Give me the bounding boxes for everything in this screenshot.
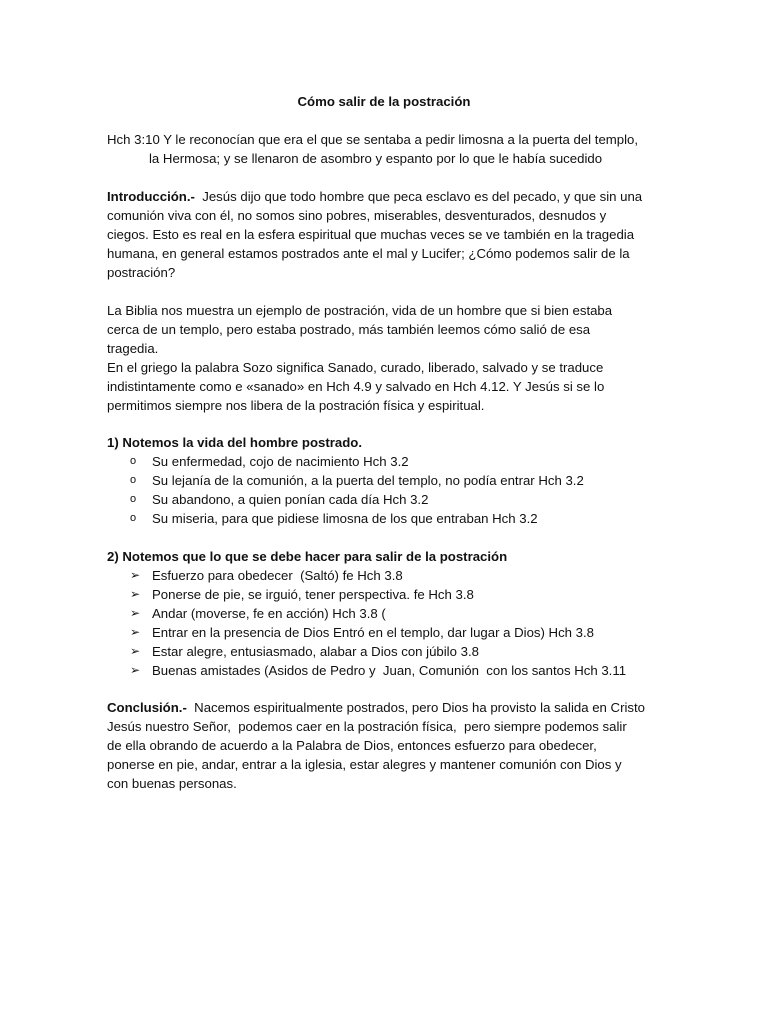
body-line-3: tragedia.	[107, 341, 159, 356]
conclusion-line-5: con buenas personas.	[107, 776, 237, 791]
section-1-heading-text: 1) Notemos la vida del hombre postrado.	[107, 435, 363, 450]
circle-bullet-icon: o	[130, 474, 137, 486]
conclusion-paragraph	[107, 698, 645, 793]
intro-line-5: postración?	[107, 265, 176, 280]
body-line-4: En el griego la palabra Sozo significa Sanado, curado, liberado, salvado y se traduce	[107, 360, 604, 375]
intro-text-1: Jesús dijo que todo hombre que peca esclavo es del pecado, y que sin una	[194, 189, 643, 204]
section-1-heading	[107, 433, 362, 452]
arrow-bullet-icon: ➢	[130, 625, 141, 639]
intro-line-4: humana, en general estamos postrados ante el mal y Lucifer; ¿Cómo podemos salir de la	[107, 246, 630, 261]
arrow-bullet-icon: ➢	[130, 568, 141, 582]
intro-line-3: ciegos. Esto es real en la esfera espiritual que muchas veces se ve también en la tragedia	[107, 227, 635, 242]
body-paragraph	[107, 301, 612, 415]
conclusion-text-1: Nacemos espiritualmente postrados, pero Dios ha provisto la salida en Cristo	[186, 700, 645, 715]
body-line-1: La Biblia nos muestra un ejemplo de postración, vida de un hombre que si bien estaba	[107, 303, 613, 318]
intro-line-2: comunión viva con él, no somos sino pobres, miserables, desventurados, desnudos y	[107, 208, 607, 223]
body-line-6: permitimos siempre nos libera de la postración física y espiritual.	[107, 398, 485, 413]
arrow-bullet-icon: ➢	[130, 587, 141, 601]
conclusion-line-3: de ella obrando de acuerdo a la Palabra de Dios, entonces esfuerzo para obedecer,	[107, 738, 597, 753]
verse-line-2: la Hermosa; y se llenaron de asombro y espanto por lo que le había sucedido	[149, 151, 603, 166]
section-2-heading-text: 2) Notemos que lo que se debe hacer para salir de la postración	[107, 549, 508, 564]
body-line-5: indistintamente como e «sanado» en Hch 4.9 y salvado en Hch 4.12. Y Jesús si se lo	[107, 379, 605, 394]
arrow-bullet-icon: ➢	[130, 663, 141, 677]
arrow-bullet-icon: ➢	[130, 644, 141, 658]
section-2-heading	[107, 547, 507, 566]
conclusion-line-2: Jesús nuestro Señor, podemos caer en la postración física, pero siempre podemos salir	[107, 719, 627, 734]
document-page: Cómo salir de la postración Hch 3:10 Y le reconocían que era el que se sentaba a pedir limosna a la puerta del templo, la Hermosa; y se llenaron de asombro y espanto por lo que le había sucedido Introducción.- Jesús dijo que todo hombre que peca esclavo es del pecado, y que sin una comunión viva con él, no somos sino pobres, miserables, desventurados, desnudos y ciegos. Esto es real en la esfera espiritual que muchas veces se ve también en la tragedia humana, en general estamos postrados ante el mal y Lucifer; ¿Cómo podemos salir de la postración? La Biblia nos muestra un ejemplo de postración, vida de un hombre que si bien estaba cerca de un templo, pero estaba postrado, más también leemos cómo salió de esa tragedia. En el griego la palabra Sozo significa Sanado, curado, liberado, salvado y se traduce indistintamente como e «sanado» en Hch 4.9 y salvado en Hch 4.12. Y Jesús si se lo permitimos siempre nos libera de la postración física y espiritual. 1) Notemos la vida del hombre postrado. o Su enfermedad, cojo de nacimiento Hch 3.2 o Su lejanía de la comunión, a la puerta del templo, no podía entrar Hch 3.2 o Su abandono, a quien ponían cada día Hch 3.2 o Su miseria, para que pidiese limosna de los que entraban Hch 3.2 2) Notemos que lo que se debe hacer para salir de la postración ➢ Esfuerzo para obedecer (Saltó) fe Hch 3.8 ➢ Ponerse de pie, se irguió, tener perspectiva. fe Hch 3.8 ➢ Andar (moverse, fe en acción) Hch 3.8 ( ➢ Entrar en la presencia de Dios Entró en el templo, dar lugar a Dios) Hch 3.8 ➢ Estar alegre, entusiasmado, alabar a Dios con júbilo 3.8 ➢ Buenas amistades (Asidos de Pedro y Juan, Comunión con los santos Hch 3.11 Conclusión.- Nacemos espiritualmente postrados, pero Dios ha provisto la salida en Cristo Jesús nuestro Señor, podemos caer en la postración física, pero siempre podemos salir de ella obrando de acuerdo a la Palabra de Dios, entonces esfuerzo para obedecer, ponerse en pie, andar, entrar a la iglesia, estar alegres y mantener comunión con Dios y con buenas personas.	[0, 0, 768, 1024]
conclusion-label: Conclusión.-	[107, 700, 187, 715]
verse-line-1: Hch 3:10 Y le reconocían que era el que se sentaba a pedir limosna a la puerta del templo,	[107, 132, 639, 147]
intro-paragraph	[107, 187, 642, 282]
body-line-2: cerca de un templo, pero estaba postrado, más también leemos cómo salió de esa	[107, 322, 591, 337]
conclusion-line-1	[107, 698, 645, 717]
intro-line-1	[107, 187, 642, 206]
intro-label: Introducción.-	[107, 189, 195, 204]
circle-bullet-icon: o	[130, 493, 137, 505]
circle-bullet-icon: o	[130, 512, 137, 524]
circle-bullet-icon: o	[130, 455, 137, 467]
arrow-bullet-icon: ➢	[130, 606, 141, 620]
conclusion-line-4: ponerse en pie, andar, entrar a la iglesia, estar alegres y mantener comunión con Dios y	[107, 757, 622, 772]
document-title: Cómo salir de la postración	[297, 94, 471, 109]
